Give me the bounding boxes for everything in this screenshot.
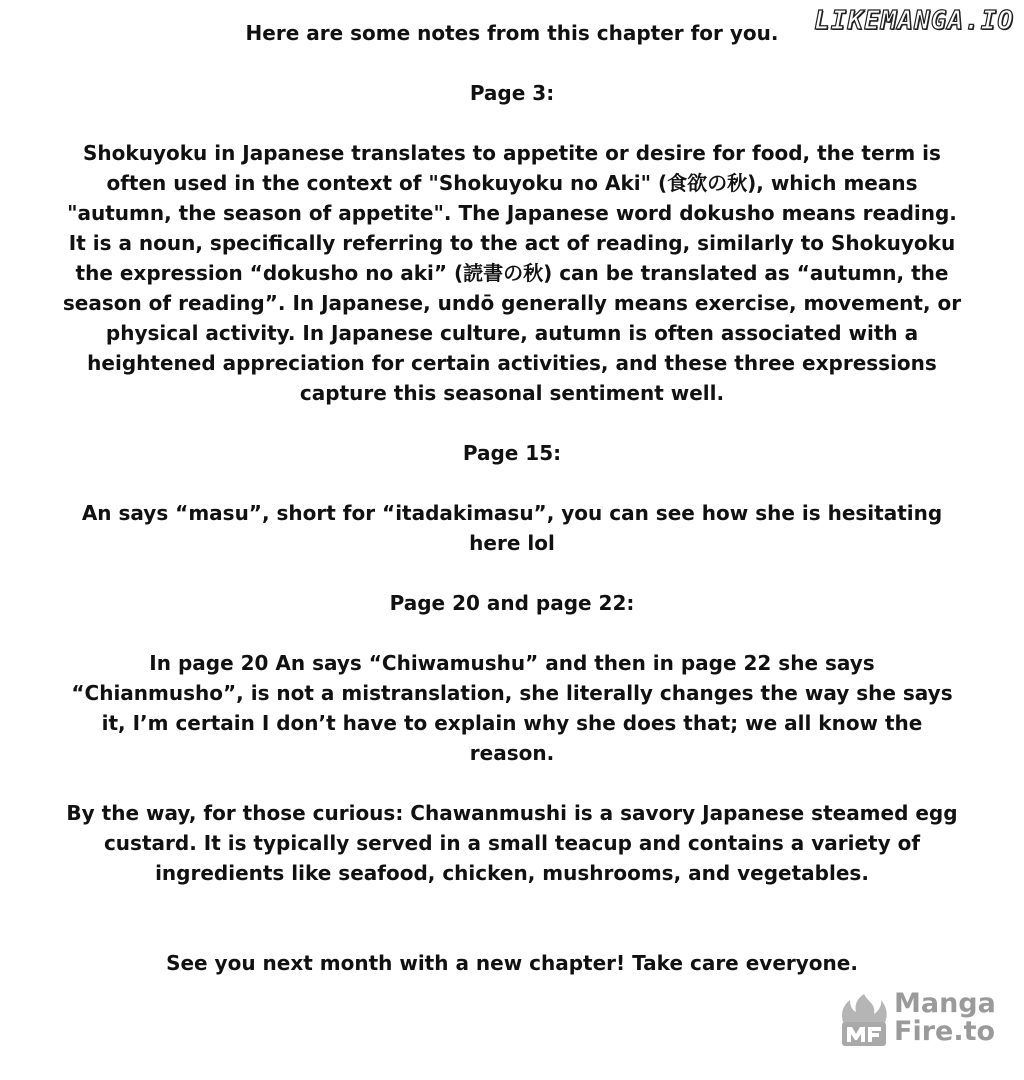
chawanmushi-note: By the way, for those curious: Chawanmushi is a savory Japanese steamed egg custard. It is typically served in a small teacup and contains a variety of ingredients like seafood, chicken, mushrooms, and vegetables. (66, 801, 958, 885)
mangafire-flame-icon (838, 992, 890, 1048)
page3-note: Shokuyoku in Japanese translates to appetite or desire for food, the term is often used in the context of "Shokuyoku no Aki" (食欲の秋), which means "autumn, the season of appetite". The Japanese word dokusho means reading. It is a noun, specifically referring to the act of reading, similarly to Shokuyoku the expression “dokusho no aki” (読書の秋) can be translated as “autumn, the season of reading”. In Japanese, undō generally means exercise, movement, or physical activity. In Japanese culture, autumn is often associated with a heightened appreciation for certain activities, and these three expressions capture this seasonal sentiment well. (62, 141, 962, 405)
mangafire-logo (838, 990, 998, 1050)
page20-heading: Page 20 and page 22: (389, 591, 635, 615)
page15-note: An says “masu”, short for “itadakimasu”, you can see how she is hesitating here lol (81, 501, 943, 555)
translator-notes (60, 18, 964, 1008)
mangafire-line2: Fire.to (894, 1016, 996, 1047)
page3-heading: Page 3: (469, 81, 555, 105)
page15-heading: Page 15: (462, 441, 562, 465)
mangafire-line1: Manga (894, 988, 996, 1019)
likemanga-watermark: LIKEMANGA.IO (814, 6, 1014, 36)
page20-note: In page 20 An says “Chiwamushu” and then in page 22 she says “Chianmusho”, is not a mistranslation, she literally changes the way she says it, I’m certain I don’t have to explain why she does that; we all know the reason. (71, 651, 953, 765)
mangafire-wordmark (894, 990, 996, 1046)
closing-message: See you next month with a new chapter! Take care everyone. (166, 951, 858, 975)
notes-intro: Here are some notes from this chapter for you. (245, 21, 779, 45)
